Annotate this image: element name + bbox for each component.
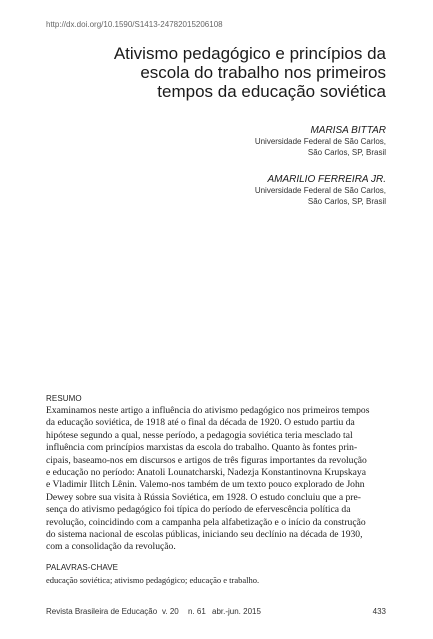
- author-affiliation: [166, 137, 386, 158]
- journal-number: n. 61: [188, 607, 206, 616]
- author-affiliation: [166, 186, 386, 207]
- author-name: AMARILIO FERREIRA JR.: [267, 174, 386, 185]
- page-number: 433: [372, 607, 386, 616]
- title-line: escola do trabalho nos primeiros: [140, 63, 386, 82]
- abstract-line: cipais, baseamo-nos em discursos e artigos de três figuras importantes da revolução: [46, 454, 367, 466]
- doi-link[interactable]: http://dx.doi.org/10.1590/S1413-24782015206108: [46, 20, 223, 29]
- abstract-line: Dewey sobre sua visita à Rússia Soviética, em 1928. O estudo concluiu que a pre-: [46, 491, 361, 503]
- abstract-line: influência com princípios marxistas da escola do trabalho. Quanto às fontes prin-: [46, 442, 358, 454]
- abstract-line: da educação soviética, de 1918 até o final da década de 1920. O estudo partiu da: [46, 417, 355, 429]
- journal-date: abr.-jun. 2015: [212, 607, 261, 616]
- author-block: [166, 173, 386, 207]
- title-line: tempos da educação soviética: [157, 82, 386, 101]
- abstract-line: e Vladimir Ilitch Lênin. Valemo-nos também de um texto pouco explorado de John: [46, 479, 365, 491]
- keywords-text: educação soviética; ativismo pedagógico; educação e trabalho.: [46, 575, 260, 585]
- affiliation-line: São Carlos, SP, Brasil: [307, 196, 386, 206]
- journal-name: Revista Brasileira de Educação: [46, 607, 158, 616]
- affiliation-line: Universidade Federal de São Carlos,: [254, 137, 386, 146]
- title-line: Ativismo pedagógico e princípios da: [113, 44, 386, 63]
- journal-volume: v. 20: [162, 607, 179, 616]
- author-block: [166, 124, 386, 158]
- abstract-line: e educação no período: Anatoli Lounatcharski, Nadezja Konstantinovna Krupskaya: [46, 467, 366, 479]
- keywords-label: PALAVRAS-CHAVE: [46, 563, 119, 572]
- abstract-line: hipótese segundo a qual, nesse período, a pedagogia soviética teria mesclado tal: [46, 429, 353, 441]
- article-title: [86, 44, 386, 101]
- abstract-line: Examinamos neste artigo a influência do ativismo pedagógico nos primeiros tempos: [46, 405, 370, 416]
- author-name: MARISA BITTAR: [310, 125, 386, 136]
- abstract-text: [46, 405, 388, 554]
- affiliation-line: Universidade Federal de São Carlos,: [254, 186, 386, 195]
- abstract-label: RESUMO: [46, 394, 82, 403]
- abstract-line: do sistema nacional de escolas públicas, iniciando seu declínio na década de 1930,: [46, 529, 363, 541]
- abstract-line: com a consolidação da revolução.: [46, 541, 176, 553]
- affiliation-line: São Carlos, SP, Brasil: [307, 147, 386, 157]
- abstract-line: revolução, coincidindo com a campanha pela alfabetização e o início da construção: [46, 516, 366, 528]
- abstract-line: sença do ativismo pedagógico foi típica do período de efervescência política da: [46, 504, 351, 516]
